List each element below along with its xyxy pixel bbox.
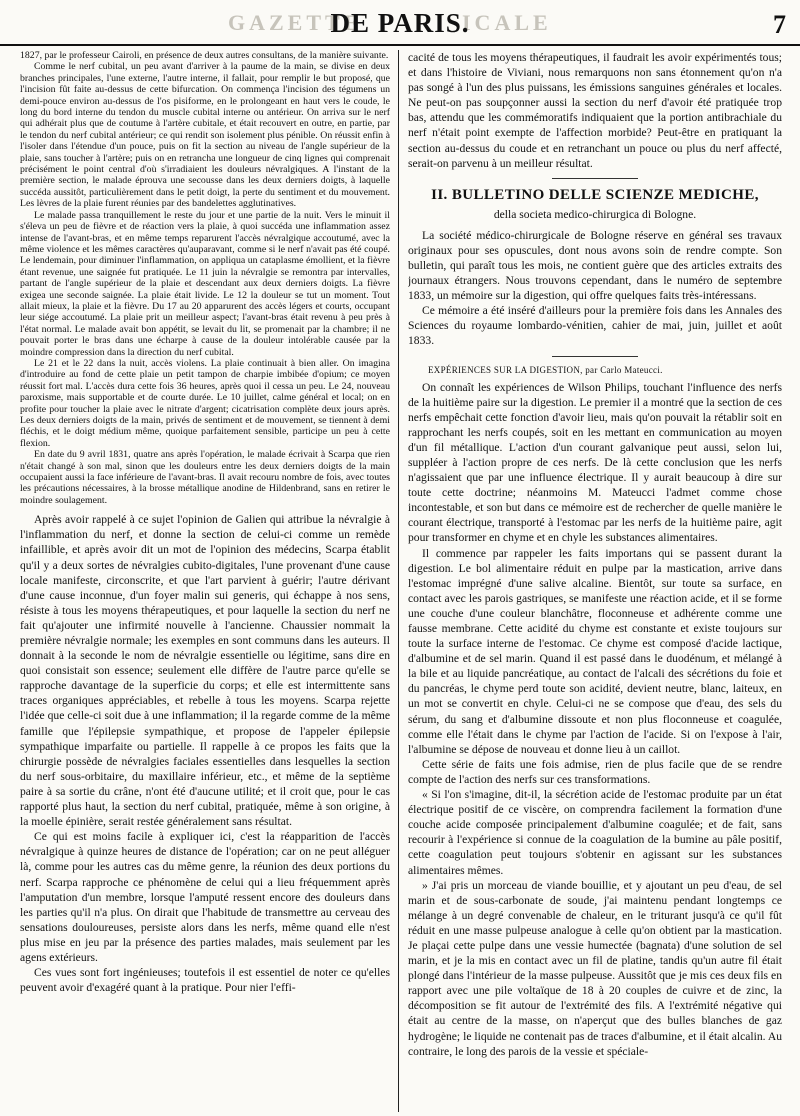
column-rule	[398, 50, 399, 1112]
article-divider	[552, 356, 638, 357]
article-paragraph: Cette série de faits une fois admise, rien de plus facile que de se rendre compte de l'action des nerfs sur ces transformations.	[408, 757, 782, 786]
article-paragraph: Il commence par rappeler les faits importans qui se passent durant la digestion. Le bol alimentaire réduit en pulpe par la mastication, arrive dans l'estomac imprégné d'une salive alcaline. Bientôt, sur toute sa surface, en contact avec les parois gastriques, se manifeste une réaction acide, et il se forme une couche d'une couleur blanchâtre, floconneuse et adhérente comme une fausse membrane. Cette acidité du chyme est constante et existe toujours sur toute la surface interne de l'estomac. Ce chyme est composé d'acide lactique, d'albumine et de sel marin. Quand il est passé dans le duodénum, et mélangé à la bile et au liquide pancréatique, au contact de l'alcali des sécrétions du foie et du pancréas, le chyme perd toute son acidité, devient neutre, blanc, laiteux, en un mot se convertit en chyle. Celui-ci ne se compose que d'eau, des sels du sérum, du sang et d'albumine dissoute et non plus floconneuse et coagulée, comme elle l'était dans le chyme par l'action de l'acide. Si on l'expose à l'air, l'albumine se dépose de nouveau et donne lieu à un caillot.	[408, 546, 782, 756]
bleed-through-text-left: GAZETTE	[228, 10, 363, 35]
article-paragraph: On connaît les expériences de Wilson Philips, touchant l'influence des nerfs de la huitième paire sur la digestion. Le premier il a montré que la section de ces nerfs empêchait cette fonction d'avoir lieu, mais qu'on pouvait la rétablir soit en rapprochant les nerfs coupés, soit en les mettant en communication au moyen d'un fil métallique. L'action d'un courant galvanique peut aussi, selon lui, suppléer à l'action propre de ces nerfs. De là cette conclusion que les nerfs n'agissaient que par une influence électrique. Il y aurait beaucoup à dire sur toute cette doctrine; néanmoins M. Mateucci l'admet comme chose incontestable, et son but dans ce mémoire est de rechercher de quelle manière le courant électrique, transporté à l'estomac par les nerfs de la huitième paire, agit pour transformer en chyme et en chyle les substances alimentaires.	[408, 380, 782, 545]
page-header	[0, 0, 800, 46]
article-title: EXPÉRIENCES SUR LA DIGESTION, par Carlo Mateucci.	[428, 364, 663, 375]
bleed-through-text-right: ICALE	[462, 10, 552, 35]
body-paragraph: Ce qui est moins facile à expliquer ici, c'est la réapparition de l'accès névralgique à quinze heures de distance de l'opération; car on ne peut alléguer là, comme pour les autres cas du même genre, la réunion des deux portions du nerf. Scarpa rapproche ce phénomène de celui qui a lieu fréquemment après l'amputation d'un membre, lorsque l'amputé ressent encore des douleurs dans les parties qu'il n'a plus. On dirait que l'habitude de transmettre au cerveau des sensations douloureuses, persiste alors dans les nerfs, même quand elle n'est plus mise en jeu par la présence des parties malades, mais seulement par les agens extérieurs.	[20, 830, 390, 964]
case-paragraph: 1827, par le professeur Cairoli, en présence de deux autres consultans, de la manière suivante.	[20, 50, 389, 61]
case-paragraph: Le 21 et le 22 dans la nuit, accès violens. La plaie continuait à bien aller. On imagina d'introduire au fond de cette plaie un petit tampon de charpie imbibée d'opium; ce moyen réussit fort mal. L'accès dura cette fois 36 heures, après quoi il cessa un peu. Le 24, nouveau paroxisme, mais supportable et de courte durée. Le 10 juillet, calme général et local; on en profite pour toucher la plaie avec le nitrate d'argent; cicatrisation complète deux jours après. Les deux derniers doigts de la main, privés de sentiment et de mouvement, se tiennent à demi fléchis, et le doigt médium même, quoique parfaitement sensible, participe un peu à cette flexion.	[20, 357, 390, 449]
quote-paragraph: » J'ai pris un morceau de viande bouillie, et y ajoutant un peu d'eau, de sel marin et de sous-carbonate de soude, j'ai maintenu pendant longtemps ce mélange à un degré convenable de chaleur, en le triturant jusqu'à ce qu'il fût réduit en une masse pulpeuse analogue à celle qu'on obtient par la mastication. Je plaçai cette pulpe dans une vessie humectée (bagnata) d'une solution de sel marin, et je la mis en contact avec un fil de platine, tandis qu'un autre fil était plongé dans l'intérieur de la masse pulpeuse. Aussitôt que je mis ces deux fils en rapport avec une pile voltaïque de 18 à 20 couples de cuivre et de zinc, la décomposition se fit autour de l'extrémité des fils. A l'extrémité négative qui était au centre de la masse, on n'aperçut que des bulles blanches de gaz hydrogène; le liquide ne contenait pas de traces d'albumine, et il était alcalin. Au contraire, le long des parois de la vessie et spéciale-	[408, 878, 782, 1058]
right-column	[408, 50, 782, 1114]
body-paragraph: Ces vues sont fort ingénieuses; toutefois il est essentiel de noter ce qu'elles peuvent avoir d'exagéré quant à la pratique. Pour nier l'effi-	[20, 966, 390, 995]
section-divider	[552, 178, 638, 179]
intro-paragraph: Ce mémoire a été inséré d'ailleurs pour la première fois dans les Annales des Sciences du royaume lombardo-vénitien, cahier de mai, juin, juillet et août 1833.	[408, 304, 782, 348]
continuation-paragraph: cacité de tous les moyens thérapeutiques, il faudrait les avoir expérimentés tous; et dans l'histoire de Viviani, nous remarquons non sans étonnement qu'on n'a pas songé à l'un des plus puissans, les émissions sanguines générales et locales. Ne peut-on pas soupçonner aussi la section du nerf d'avoir été pratiquée trop bas, attendu que les commémoratifs indiquaient que la portion antibrachiale du nerf n'était point exempte de l'affection morbide? Peut-être en pratiquant la section au-dessus du coude et en retranchant un pouce ou plus du nerf affecté, serait-on parvenu à un meilleur résultat.	[408, 51, 782, 170]
case-paragraph: Comme le nerf cubital, un peu avant d'arriver à la paume de la main, se divise en deux branches principales, l'une externe, l'autre interne, il fallait, pour remplir le but proposé, que l'incision fût faite au-dessus de cette bifurcation. On commença l'incision des tégumens un demi-pouce environ au-dessus de l'os pisiforme, en le prolongeant en haut vers le coude, le long du bord interne du tendon du muscle cubital interne ou antérieur. On arriva sur le nerf qui adhérait plus que de coutume à l'artère cubitale, et était recouvert en outre, en partie, par le tendon du nerf cubital antérieur; ce qui rendit son isolement plus pénible. On réussit enfin à l'isoler dans l'étendue d'un pouce, puis on fit la section au niveau de l'angle supérieur de la plaie, sans toucher à l'artère; puis on en retrancha une longueur de cinq lignes qui comprenait précisément le point central d'où s'irradiaient les douleurs névralgiques. A l'instant de la première section, le malade éprouva une secousse dans les deux derniers doigts, à laquelle succéda aussitôt, particulièrement dans le petit doigt, la perte du sentiment et du mouvement. Les lèvres de la plaie furent réunies par des bandelettes agglutinatives.	[20, 61, 390, 210]
case-paragraph: En date du 9 avril 1831, quatre ans après l'opération, le malade écrivait à Scarpa que rien n'était changé à son mal, sinon que les douleurs entre les deux derniers doigts de la main occupaient aussi la face inférieure de l'avant-bras. Il avait recouru nombre de fois, avec toutes les précautions nécessaires, à la brosse métallique anodine de Hildenbrand, sans en retirer le moindre soulagement.	[20, 449, 390, 506]
page-number: 7	[773, 10, 786, 39]
newspaper-title: DE PARIS.	[330, 8, 470, 38]
intro-paragraph: La société médico-chirurgicale de Bologne réserve en général ses travaux originaux pour ses opuscules, dont nous avons soin de rendre compte. Son bulletin, qui paraît tous les mois, ne contient guère que des articles extraits des journaux étrangers. Nous trouvons cependant, dans le numéro de septembre 1833, un mémoire sur la digestion, qui offre quelques faits très-intéressans.	[408, 228, 782, 303]
quote-paragraph: « Si l'on s'imagine, dit-il, la sécrétion acide de l'estomac produite par un état électrique positif de ce viscère, on comprendra facilement la formation d'une couche acide composée principalement d'albumine coagulée; et de fait, sans recourir à l'expérience si connue de la coagulation de la bumine au pâle positif, cette coagulation peut toujours s'obtenir en agissant sur les substances alimentaires mêmes.	[408, 788, 782, 877]
section-title: II. BULLETINO DELLE SCIENZE MEDICHE,	[431, 186, 759, 203]
section-subtitle: della societa medico-chirurgica di Bologne.	[493, 207, 697, 221]
body-paragraph: Après avoir rappelé à ce sujet l'opinion de Galien qui attribue la névralgie à l'inflammation du nerf, et donne la section de celui-ci comme un remède infaillible, et après avoir dit un mot de l'opinion des médecins, Scarpa établit qu'il y a deux sortes de névralgies cubito-digitales, l'une provenant d'une cause locale manifeste, circonscrite, et que l'art parvient à guérir; l'autre dérivant d'une cause inconnue, d'un foyer malin sui generis, qui échappe à nos sens, résiste à tous les moyens thérapeutiques, et pour laquelle la section du nerf ne fait qu'ajouter une infirmité nouvelle à l'ancienne. Chaussier nommait la première névralgie normale; les exemples en sont communs dans les auteurs. Il donnait à la seconde le nom de névralgie essentielle ou légitime, sans dire en quoi consistait son essence; seulement elle diffère de l'autre parce qu'elle se rapproche davantage de la superficie du corps; et elle est intermittente sans traces organiques appréciables, et rebelle à tous les moyens. Scarpa rejette l'idée que celle-ci soit due à une inflammation; il la regarde comme de la même famille que l'épilepsie sympathique, et propose de l'appeler épilepsie sympathique imparfaite ou partielle. Il rappelle à ce propos les faits que la chirurgie possède de névralgies faciales essentielles dans lesquelles la section du nerf sous-orbitaire, du maxillaire inférieur, etc., et même de la septième paire à sa sortie du crâne, n'ont été d'aucune utilité; et il croit que, pour le cas rapporté plus haut, la section du nerf cubital, pratiquée, même à son origine, à la moelle épinière, serait restée généralement sans résultat.	[20, 513, 390, 829]
left-column	[20, 50, 390, 1114]
case-paragraph: Le malade passa tranquillement le reste du jour et une partie de la nuit. Vers le minuit il s'éleva un peu de fièvre et de réaction vers la plaie, à quoi succéda une inflammation assez intense de l'avant-bras, et en même temps reparurent l'accès névralgique accoutumé, avec la même violence et les mêmes caractères qu'auparavant, comme si le nerf n'avait pas été coupé. Le lendemain, pour diminuer l'inflammation, on appliqua un cataplasme émollient, et la fièvre étant revenue, une saignée fut pratiquée. Le 11 juin la névralgie se remontra par intervalles, partant de l'angle supérieur de la plaie et descendant aux deux derniers doigts. La fièvre exigea une seconde saignée. La plaie était livide. Le 12 la douleur se tut un moment. Tout allait mieux, la plaie et la fièvre. Du 17 au 20 apparurent des accès légers et courts, occupant leur siége accoutumé. La plaie prit un meilleur aspect; l'avant-bras était revenu à peu près à l'état normal. Le malade avait bon appétit, se levait du lit, se promenait par la chambre; il ne pouvait porter le bras dans une écharpe à cause de la douleur intolérable causée par la moindre compression dans la direction du nerf cubital.	[20, 209, 390, 358]
